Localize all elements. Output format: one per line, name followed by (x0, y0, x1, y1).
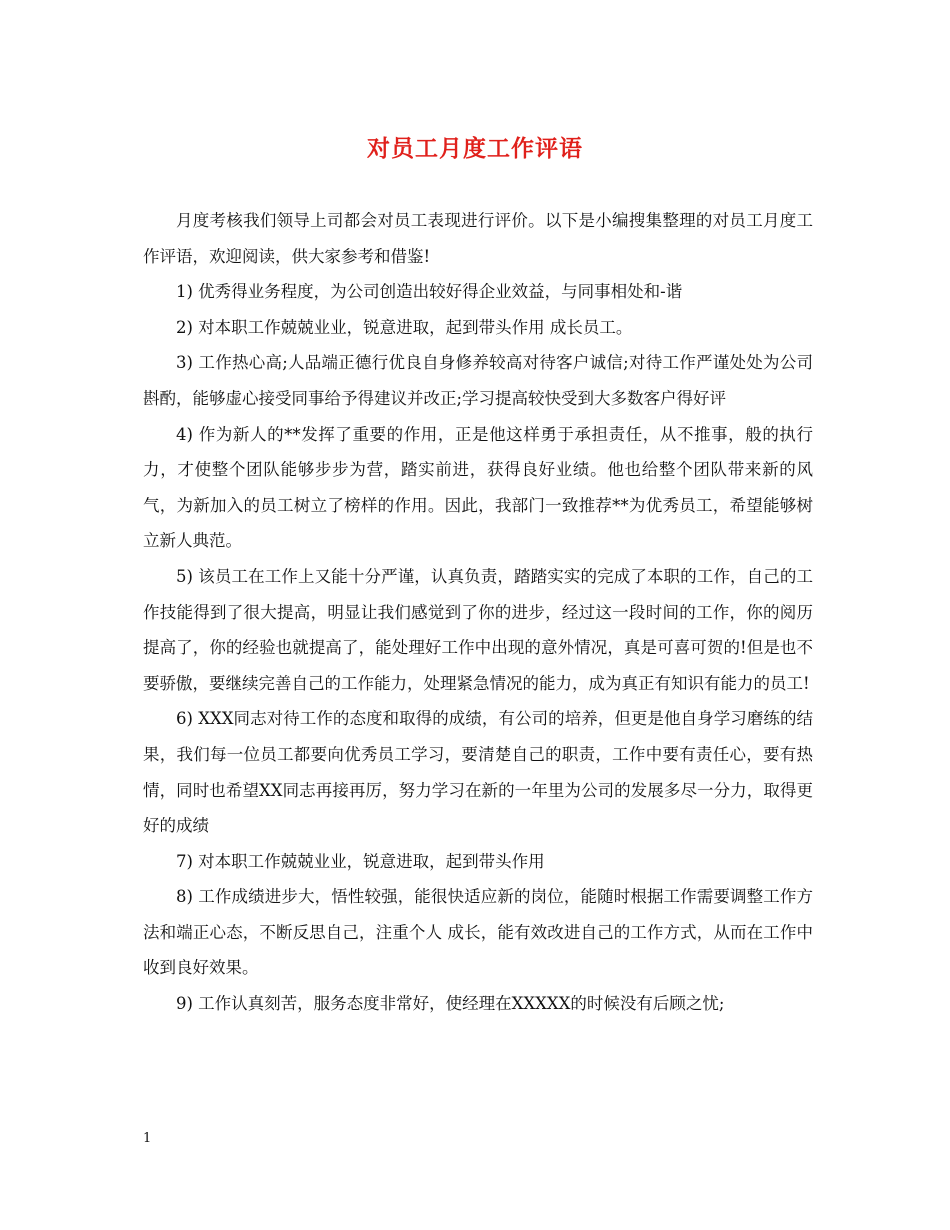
paragraph-item-7: 7) 对本职工作兢兢业业，锐意进取，起到带头作用 (176, 851, 545, 871)
paragraph-item-3: 3) 工作热心高;人品端正德行优良自身修养较高对待客户诚信;对待工作严谨处处为公司斟酌，能够虚心接受同事给予得建议并改正;学习提高较快受到大多数客户得好评 (143, 353, 813, 408)
paragraph-item-9: 9) 工作认真刻苦，服务态度非常好，使经理在XXXXX的时候没有后顾之忧; (176, 994, 725, 1014)
paragraph-item-4: 4) 作为新人的**发挥了重要的作用，正是他这样勇于承担责任，从不推事，般的执行力，才使整个团队能够步步为营，踏实前进，获得良好业绩。他也给整个团队带来新的风气，为新加入的员工树立了榜样的作用。因此，我部门一致推荐**为优秀员工，希望能够树立新人典范。 (143, 424, 813, 551)
paragraph-item-2: 2) 对本职工作兢兢业业，锐意进取，起到带头作用 成长员工。 (176, 317, 633, 337)
document-body (143, 203, 813, 1022)
paragraph-intro: 月度考核我们领导上司都会对员工表现进行评价。以下是小编搜集整理的对员工月度工作评语，欢迎阅读，供大家参考和借鉴! (143, 211, 813, 266)
paragraph-item-8: 8) 工作成绩进步大，悟性较强，能很快适应新的岗位，能随时根据工作需要调整工作方法和端正心态，不断反思自己，注重个人 成长，能有效改进自己的工作方式，从而在工作中收到良好效果。 (143, 887, 813, 978)
page-number: 1 (143, 1131, 152, 1146)
paragraph-item-1: 1) 优秀得业务程度，为公司创造出较好得企业效益，与同事相处和-谐 (176, 282, 683, 302)
document-title: 对员工月度工作评语 (367, 135, 583, 162)
paragraph-item-6: 6) XXX同志对待工作的态度和取得的成绩，有公司的培养，但更是他自身学习磨练的结果，我们每一位员工都要向优秀员工学习，要清楚自己的职责，工作中要有责任心，要有热情，同时也希望XX同志再接再厉，努力学习在新的一年里为公司的发展多尽一分力，取得更好的成绩 (143, 709, 813, 836)
paragraph-item-5: 5) 该员工在工作上又能十分严谨，认真负责，踏踏实实的完成了本职的工作，自己的工作技能得到了很大提高，明显让我们感觉到了你的进步，经过这一段时间的工作，你的阅历提高了，你的经验也就提高了，能处理好工作中出现的意外情况，真是可喜可贺的!但是也不要骄傲，要继续完善自己的工作能力，处理紧急情况的能力，成为真正有知识有能力的员工! (143, 566, 813, 693)
